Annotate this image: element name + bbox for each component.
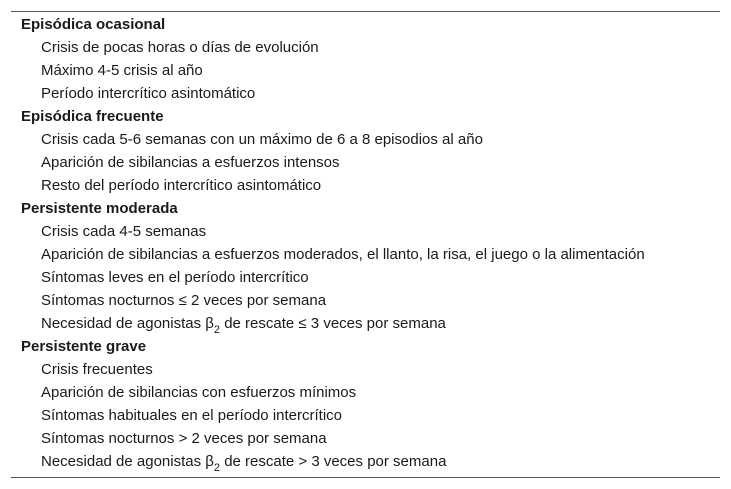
subscript: 2 [213, 462, 221, 474]
row-text-pre: Necesidad de agonistas β [41, 453, 214, 470]
table-row: Aparición de sibilancias a esfuerzos moderados, el llanto, la risa, el juego o la alimentación [41, 246, 645, 263]
table-row: Síntomas nocturnos ≤ 2 veces por semana [41, 292, 327, 309]
table-row [11, 450, 720, 473]
row-text-post: de rescate > 3 veces por semana [220, 453, 447, 470]
row-text-pre: Necesidad de agonistas β [41, 315, 214, 332]
group-header: Persistente grave [21, 338, 147, 355]
group-header: Persistente moderada [21, 200, 178, 217]
subscript: 2 [213, 324, 221, 336]
table-row: Crisis frecuentes [41, 361, 153, 378]
table-row: Período intercrítico asintomático [41, 85, 256, 102]
table-row: Crisis cada 5-6 semanas con un máximo de 6 a 8 episodios al año [41, 131, 483, 148]
group-header: Episódica ocasional [21, 16, 166, 33]
classification-table [11, 11, 720, 478]
table-row: Resto del período intercrítico asintomático [41, 177, 322, 194]
table-row: Máximo 4-5 crisis al año [41, 62, 203, 79]
table-row: Síntomas habituales en el período intercrítico [41, 407, 343, 424]
table-row: Síntomas nocturnos > 2 veces por semana [41, 430, 327, 447]
group-header: Episódica frecuente [21, 108, 164, 125]
table-row: Aparición de sibilancias a esfuerzos intensos [41, 154, 340, 171]
table-row: Crisis de pocas horas o días de evolución [41, 39, 319, 56]
table-row: Crisis cada 4-5 semanas [41, 223, 207, 240]
row-text-post: de rescate ≤ 3 veces por semana [220, 315, 446, 332]
table-row: Síntomas leves en el período intercrítico [41, 269, 309, 286]
table-row: Aparición de sibilancias con esfuerzos mínimos [41, 384, 357, 401]
table-row [11, 312, 720, 335]
